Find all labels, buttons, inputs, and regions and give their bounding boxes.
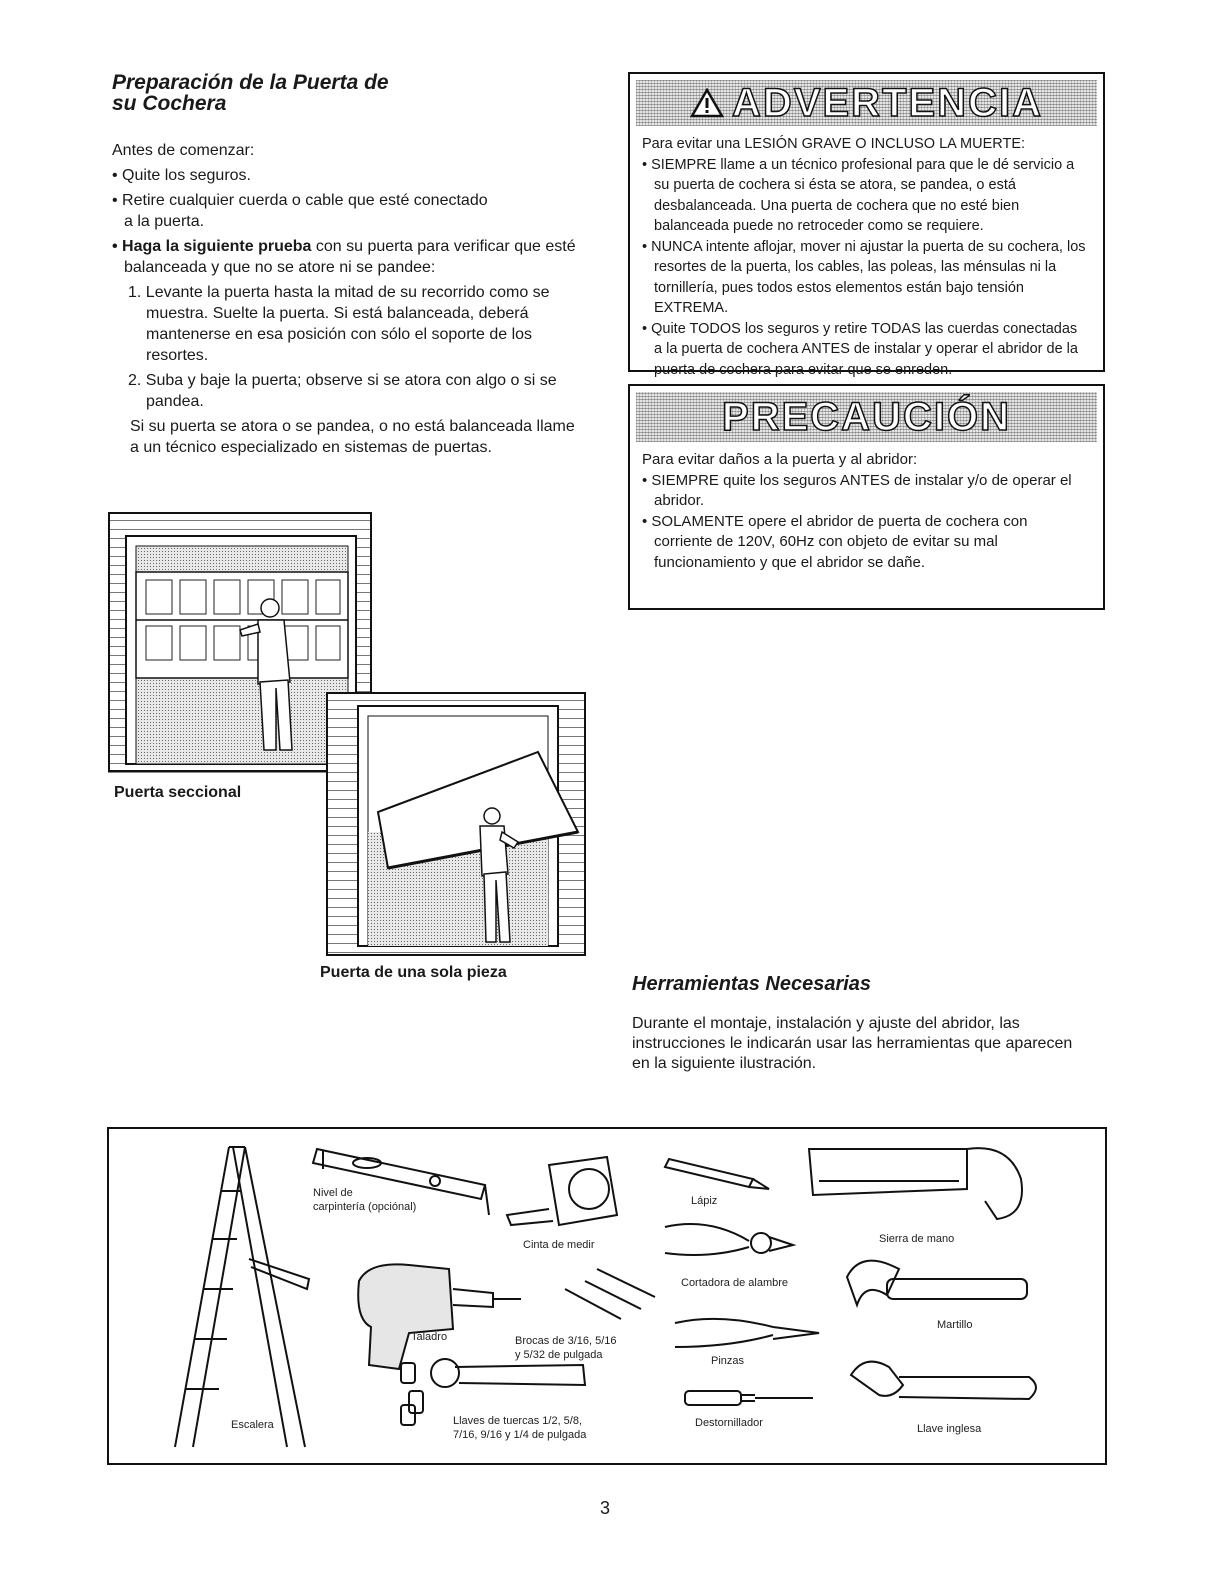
- warning-item-1: • SIEMPRE llame a un técnico profesional para que le dé servicio a su puerta de cochera si ésta se atora, se pandea, o está desbalanceada. Una puerta de cochera que no esté bien balanceada puede no retroceder como se requiere.: [642, 156, 1075, 234]
- ladder-icon: [175, 1147, 309, 1447]
- prep-bullet-3: [112, 236, 582, 278]
- label-adjustable-wrench: Llave inglesa: [917, 1423, 982, 1435]
- prep-title: [112, 72, 389, 114]
- prep-bullet-2b: a la puerta.: [124, 213, 205, 230]
- prep-bullet-2a: • Retire cualquier cuerda o cable que esté conectado: [112, 192, 488, 209]
- caution-item-2: • SOLAMENTE opere el abridor de puerta de cochera con corriente de 120V, 60Hz con objeto de evitar su mal funcionamiento y que el abridor se dañe.: [642, 512, 1028, 571]
- tools-illustration-box: [107, 1127, 1107, 1465]
- one-piece-caption: Puerta de una sola pieza: [320, 964, 507, 981]
- prep-bullet-3-rest: con su puerta para verificar que esté balanceada y que no se atore ni se pandee:: [124, 238, 576, 276]
- prep-note: Si su puerta se atora o se pandea, o no está balanceada llame a un técnico especializado en sistemas de puertas.: [130, 418, 575, 456]
- caution-item-1: • SIEMPRE quite los seguros ANTES de instalar y/o de operar el abridor.: [642, 471, 1072, 509]
- label-wrenches-2: 7/16, 9/16 y 1/4 de pulgada: [453, 1429, 587, 1441]
- label-hand-saw: Sierra de mano: [879, 1233, 955, 1245]
- warning-title: ADVERTENCIA: [732, 80, 1043, 125]
- caution-box: [628, 384, 1105, 610]
- tape-measure-icon: [507, 1157, 617, 1225]
- tools-illustration: [109, 1129, 1105, 1463]
- prep-bullet-3-bold: • Haga la siguiente prueba: [112, 238, 312, 255]
- screwdriver-icon: [685, 1391, 813, 1405]
- prep-intro: Antes de comenzar:: [112, 142, 255, 159]
- pliers-icon: [675, 1319, 819, 1347]
- warning-item-3: • Quite TODOS los seguros y retire TODAS las cuerdas conectadas a la puerta de cochera ANTES de instalar y operar el abridor de la puerta de cochera para evitar que se enreden.: [642, 320, 1078, 378]
- hand-saw-icon: [809, 1148, 1022, 1219]
- warning-intro: Para evitar una LESIÓN GRAVE O INCLUSO LA MUERTE:: [642, 136, 1026, 152]
- label-level-1: Nivel de: [313, 1187, 353, 1199]
- label-drill-bits-1: Brocas de 3/16, 5/16: [515, 1335, 617, 1347]
- tools-body: Durante el montaje, instalación y ajuste del abridor, las instrucciones le indicarán usar las herramientas que aparecen en la siguiente ilustración.: [632, 1015, 1073, 1072]
- label-level-2: carpintería (opciónal): [313, 1201, 417, 1213]
- label-drill-bits-2: y 5/32 de pulgada: [515, 1349, 603, 1361]
- caution-header: [636, 392, 1097, 442]
- label-drill: Taladro: [411, 1331, 448, 1343]
- prep-title-line2: su Cochera: [112, 92, 227, 115]
- prep-body: [112, 140, 582, 458]
- page-number: 3: [600, 1498, 611, 1518]
- sectional-caption: Puerta seccional: [114, 784, 242, 801]
- label-hammer: Martillo: [937, 1319, 973, 1331]
- prep-title-line1: Preparación de la Puerta de: [112, 71, 389, 94]
- caution-text: [642, 450, 1089, 573]
- wire-cutter-icon: [665, 1224, 793, 1255]
- caution-intro: Para evitar daños a la puerta y al abridor:: [642, 451, 918, 468]
- label-pencil: Lápiz: [691, 1195, 718, 1207]
- pencil-icon: [665, 1159, 769, 1189]
- label-screwdriver: Destornillador: [695, 1417, 763, 1429]
- hammer-icon: [847, 1261, 1027, 1305]
- label-tape-measure: Cinta de medir: [523, 1239, 595, 1251]
- prep-step-1: 1. Levante la puerta hasta la mitad de su recorrido como se muestra. Suelte la puerta. Si está balanceada, deberá mantenerse en esa posición con sólo el soporte de los resortes.: [128, 284, 550, 364]
- tools-title: Herramientas Necesarias: [632, 973, 872, 995]
- one-piece-door-illustration: [326, 692, 588, 958]
- label-ladder: Escalera: [231, 1419, 274, 1431]
- label-pliers: Pinzas: [711, 1355, 745, 1367]
- warning-header: [636, 80, 1097, 126]
- adjustable-wrench-icon: [851, 1362, 1036, 1399]
- caution-title: PRECAUCIÓN: [722, 394, 1011, 439]
- drill-icon: [358, 1264, 521, 1369]
- prep-step-2: 2. Suba y baje la puerta; observe si se atora con algo o si se pandea.: [128, 372, 557, 410]
- warning-text: [642, 134, 1089, 380]
- warning-box: [628, 72, 1105, 378]
- warning-item-2: • NUNCA intente aflojar, mover ni ajustar la puerta de su cochera, los resortes de la puerta, los cables, las poleas, las ménsulas ni la tornillería, pues todos estos elementos están bajo tensión EXTREMA.: [642, 238, 1086, 316]
- prep-bullet-1: • Quite los seguros.: [112, 167, 251, 184]
- label-wrenches-1: Llaves de tuercas 1/2, 5/8,: [453, 1415, 583, 1427]
- warning-triangle-icon: [690, 88, 724, 118]
- label-wire-cutter: Cortadora de alambre: [681, 1277, 789, 1289]
- drill-bits-icon: [565, 1269, 655, 1319]
